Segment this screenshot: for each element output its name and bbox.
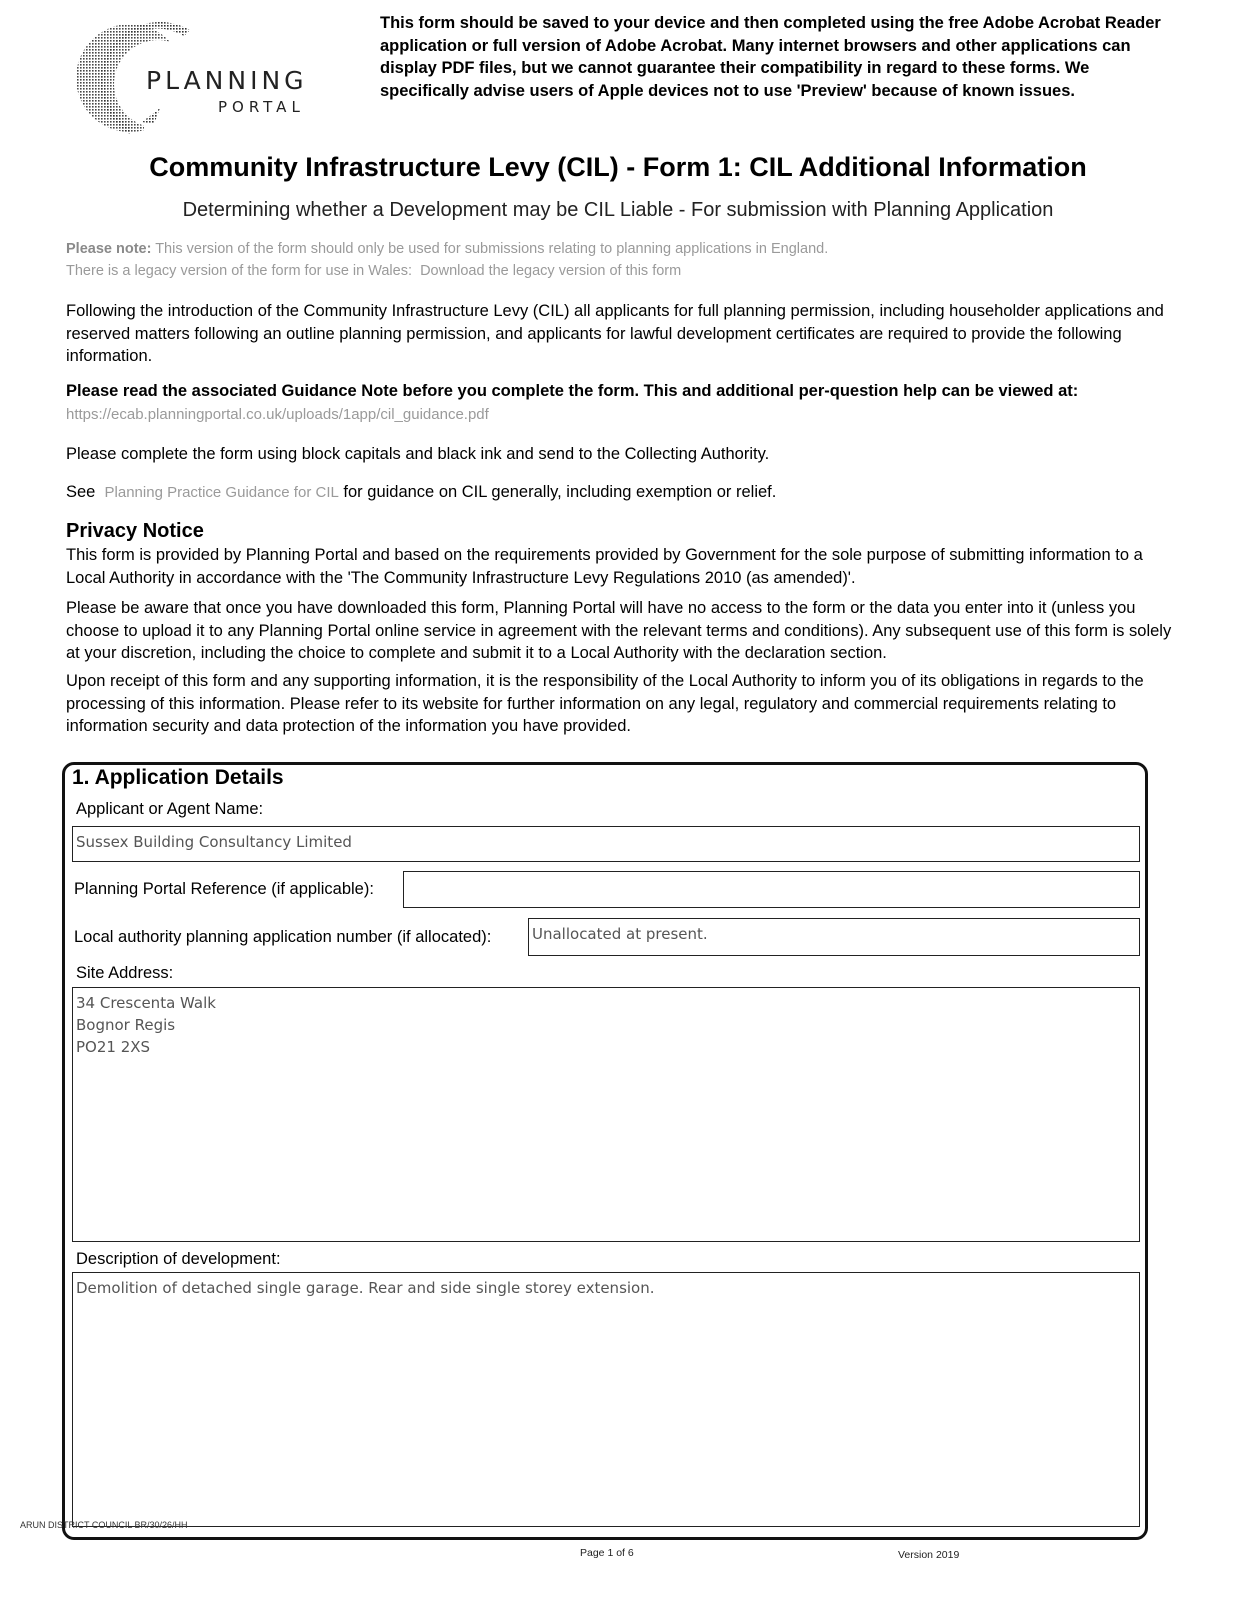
logo-word: PLANNING <box>146 66 308 95</box>
logo-sub: PORTAL <box>218 98 305 116</box>
portal-ref-label: Planning Portal Reference (if applicable): <box>74 880 374 898</box>
privacy-p1: This form is provided by Planning Portal and based on the requirements provided by Government for the sole purpose of submitting information to a Local Authority in accordance with the 'The Community Infrastructure Levy Regulations 2010 (as amended)'. <box>66 546 1143 587</box>
la-number-field[interactable]: Unallocated at present. <box>528 918 1140 956</box>
version-label: Version 2019 <box>898 1549 960 1561</box>
ppg-cil-link[interactable]: Planning Practice Guidance for CIL <box>104 484 339 501</box>
council-stamp: ARUN DISTRICT COUNCIL BR/30/26/HH <box>20 1520 188 1530</box>
privacy-p2: Please be aware that once you have downloaded this form, Planning Portal will have no access to the form or the data you enter into it (unless you choose to upload it to any Planning Portal online service in agreement with the relevant terms and conditions). Any subsequent use of this form is solely at your discretion, including the choice to complete and submit it to a Local Authority with the declaration section. <box>66 599 1172 662</box>
description-label: Description of development: <box>76 1250 281 1268</box>
section-title: 1. Application Details <box>72 766 284 789</box>
legacy-form-link[interactable]: Download the legacy version of this form <box>420 263 682 279</box>
intro-text: Following the introduction of the Community Infrastructure Levy (CIL) all applicants for full planning permission, including householder applications and reserved matters following an outline planning permission, and applicants for lawful development certificates are required to provide the following information. <box>66 302 1164 365</box>
portal-ref-field[interactable] <box>403 871 1140 908</box>
applicant-label: Applicant or Agent Name: <box>76 800 264 818</box>
see-suffix: for guidance on CIL generally, including exemption or relief. <box>343 483 777 501</box>
guidance-text: Please read the associated Guidance Note before you complete the form. This and additional per-question help can be viewed at: <box>66 382 1079 400</box>
page-number: Page 1 of 6 <box>580 1547 634 1559</box>
england-note <box>66 238 828 282</box>
see-prefix: See <box>66 483 96 501</box>
la-number-label: Local authority planning application number (if allocated): <box>74 928 492 946</box>
applicant-name-field[interactable]: Sussex Building Consultancy Limited <box>72 826 1140 862</box>
note-line1: This version of the form should only be used for submissions relating to planning applications in England. <box>155 241 829 257</box>
privacy-heading: Privacy Notice <box>66 520 204 542</box>
site-address-label: Site Address: <box>76 964 174 982</box>
see-guidance <box>66 481 1176 505</box>
compatibility-notice: This form should be saved to your device and then completed using the free Adobe Acrobat Reader application or full version of Adobe Acrobat. Many internet browsers and other applications can display PDF files, but we cannot guarantee their compatibility in regard to these forms. We specifically advise users of Apple devices not to use 'Preview' because of known issues. <box>380 14 1161 100</box>
guidance-link[interactable]: https://ecab.planningportal.co.uk/uploads/1app/cil_guidance.pdf <box>66 406 489 423</box>
page-title: Community Infrastructure Levy (CIL) - Form 1: CIL Additional Information <box>149 152 1087 182</box>
privacy-p3: Upon receipt of this form and any supporting information, it is the responsibility of the Local Authority to inform you of its obligations in regards to the processing of this information. Please refer to its website for further information on any legal, regulatory and commercial requirements relating to information security and data protection of the information you have provided. <box>66 672 1144 735</box>
note-label: Please note: <box>66 241 152 257</box>
description-field[interactable]: Demolition of detached single garage. Rear and side single storey extension. <box>72 1272 1140 1527</box>
note-line2: There is a legacy version of the form for use in Wales: <box>66 263 412 279</box>
site-address-field[interactable]: 34 Crescenta Walk Bognor Regis PO21 2XS <box>72 987 1140 1242</box>
complete-instruction: Please complete the form using block capitals and black ink and send to the Collecting Authority. <box>66 445 770 463</box>
page-subtitle: Determining whether a Development may be CIL Liable - For submission with Planning Application <box>182 199 1054 221</box>
